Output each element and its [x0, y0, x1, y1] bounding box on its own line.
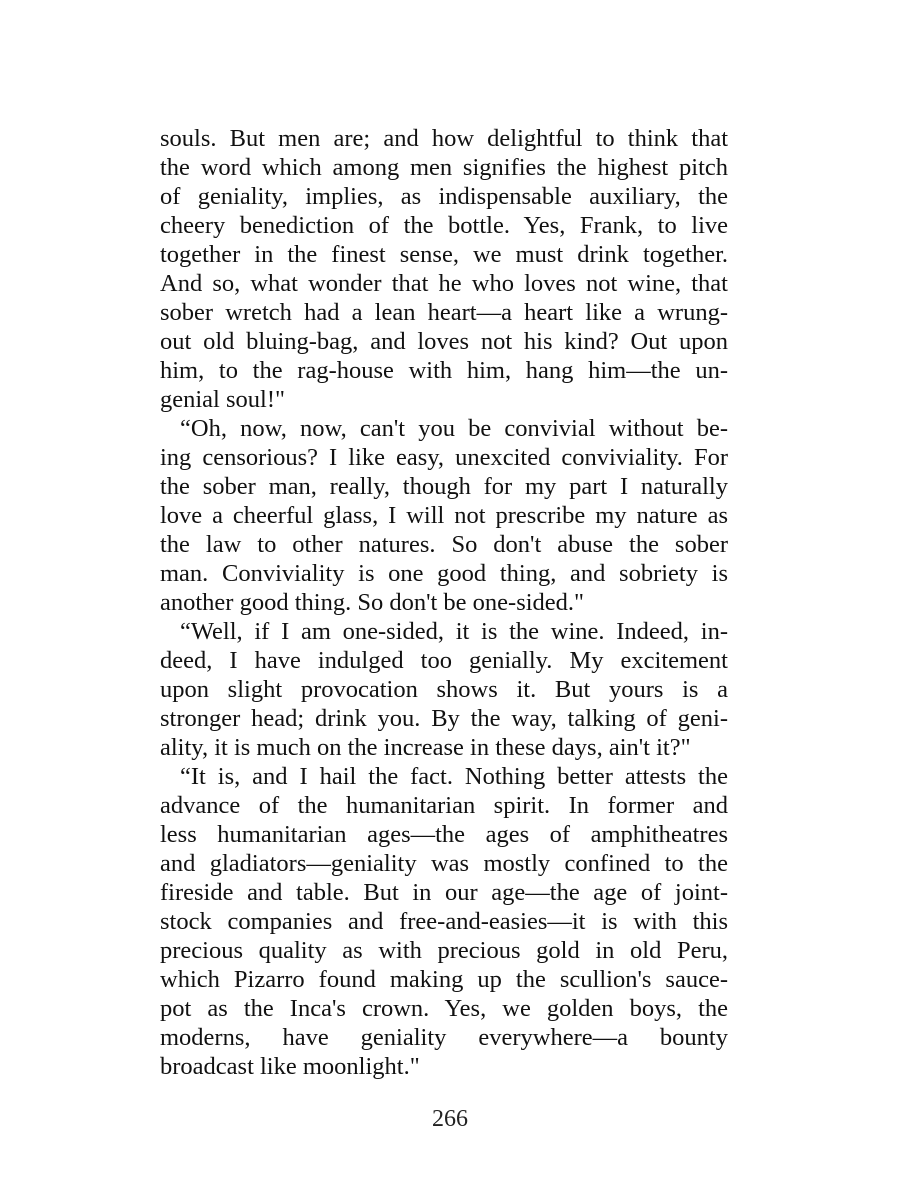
text-line: advance of the humanitarian spirit. In former and	[160, 792, 728, 819]
text-line: and gladiators—geniality was mostly confined to the	[160, 850, 728, 877]
text-line: pot as the Inca's crown. Yes, we golden boys, the	[160, 995, 728, 1022]
text-line: And so, what wonder that he who loves not wine, that	[160, 270, 728, 297]
text-line: of geniality, implies, as indispensable auxiliary, the	[160, 183, 728, 210]
text-line: upon slight provocation shows it. But yours is a	[160, 676, 728, 703]
paragraph-start-line: “It is, and I hail the fact. Nothing better attests the	[180, 763, 728, 790]
text-line: genial soul!"	[160, 386, 285, 413]
text-line: souls. But men are; and how delightful to think that	[160, 125, 728, 152]
text-line: the law to other natures. So don't abuse the sober	[160, 531, 728, 558]
text-line: which Pizarro found making up the scullion's sauce-	[160, 966, 728, 993]
text-line: the word which among men signifies the highest pitch	[160, 154, 728, 181]
text-line: cheery benediction of the bottle. Yes, Frank, to live	[160, 212, 728, 239]
text-line: deed, I have indulged too genially. My excitement	[160, 647, 728, 674]
body-text	[160, 124, 728, 1081]
text-line: ing censorious? I like easy, unexcited conviviality. For	[160, 444, 728, 471]
text-line: moderns, have geniality everywhere—a bounty	[160, 1024, 728, 1051]
text-line: less humanitarian ages—the ages of amphitheatres	[160, 821, 728, 848]
text-line: sober wretch had a lean heart—a heart like a wrung-	[160, 299, 728, 326]
text-line: love a cheerful glass, I will not prescribe my nature as	[160, 502, 728, 529]
text-line: together in the finest sense, we must drink together.	[160, 241, 728, 268]
paragraph-start-line: “Oh, now, now, can't you be convivial without be-	[180, 415, 728, 442]
text-line: stronger head; drink you. By the way, talking of geni-	[160, 705, 728, 732]
page-number: 266	[432, 1106, 468, 1132]
text-line: precious quality as with precious gold in old Peru,	[160, 937, 728, 964]
text-line: fireside and table. But in our age—the age of joint-	[160, 879, 728, 906]
text-line: man. Conviviality is one good thing, and sobriety is	[160, 560, 728, 587]
paragraph-start-line: “Well, if I am one-sided, it is the wine. Indeed, in-	[180, 618, 728, 645]
text-line: the sober man, really, though for my part I naturally	[160, 473, 728, 500]
text-line: ality, it is much on the increase in these days, ain't it?"	[160, 734, 691, 761]
text-line: stock companies and free-and-easies—it is with this	[160, 908, 728, 935]
text-line: another good thing. So don't be one-sided."	[160, 589, 585, 616]
text-line: him, to the rag-house with him, hang him—the un-	[160, 357, 728, 384]
text-line: out old bluing-bag, and loves not his kind? Out upon	[160, 328, 728, 355]
text-line: broadcast like moonlight."	[160, 1053, 420, 1080]
